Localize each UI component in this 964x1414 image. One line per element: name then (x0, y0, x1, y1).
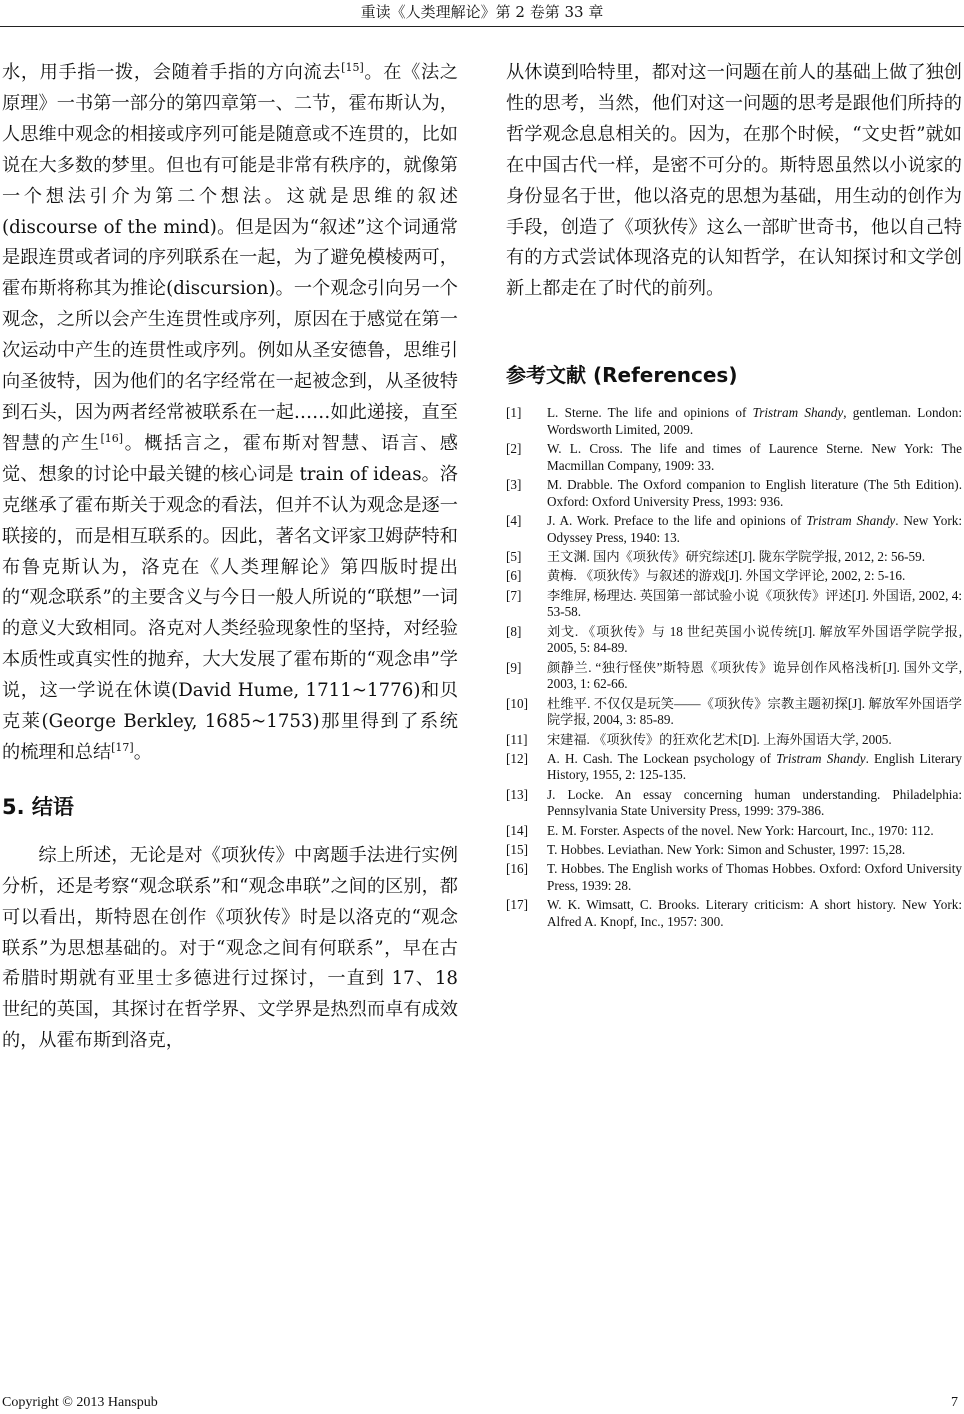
reference-title-italic: Tristram Shandy (752, 405, 844, 421)
left-column (2, 58, 458, 1057)
reference-text (547, 477, 962, 511)
para1-text-4: 。 (133, 741, 152, 763)
reference-text-main: 李维屏, 杨理达. 英国第一部试验小说《项狄传》评述[J]. 外国语, 2002, 4: 53-58. (547, 587, 962, 620)
reference-text-tail: , gentleman. London: Wordsworth Limited, 2009. (547, 405, 962, 438)
header-rule (0, 26, 964, 27)
citation-16: [16] (100, 431, 124, 445)
reference-number: [4] (506, 513, 522, 529)
reference-text-main: 黄梅. 《项狄传》与叙述的游戏[J]. 外国文学评论, 2002, 2: 5-16. (547, 568, 906, 584)
reference-text-main: 宋建福. 《项狄传》的狂欢化艺术[D]. 上海外国语大学, 2005. (547, 731, 892, 747)
reference-item (506, 568, 962, 585)
para1-text-2: 。在《法之原理》一书第一部分的第四章第一、二节，霍布斯认为，人思维中观念的相接或序列可能是随意或不连贯的，比如说在大多数的梦里。但也有可能是非常有秩序的，就像第一个想法引介为第二个想法。这就是思维的叙述(discourse of the mind)。但是因为“叙述”这个词通常是跟连贯或者词的序列联系在一起，为了避免模棱两可，霍布斯将称其为推论(discursion)。一个观念引向另一个观念，之所以会产生连贯性或序列，原因在于感觉在第一次运动中产生的连贯性或序列。例如从圣安德鲁，思维引向圣彼特，因为他们的名字经常在一起被念到，从圣彼特到石头，因为两者经常被联系在一起……如此递接，直至智慧的产生 (2, 62, 458, 454)
reference-text (547, 568, 962, 585)
reference-number: [13] (506, 786, 528, 802)
reference-text-main: 王文渊. 国内《项狄传》研究综述[J]. 陇东学院学报, 2012, 2: 56-59. (547, 549, 926, 565)
reference-text-main: L. Sterne. The life and opinions of (547, 405, 753, 421)
reference-text (547, 823, 962, 840)
reference-text-tail: . English Literary History, 1955, 2: 125-135. (547, 750, 963, 783)
reference-text (547, 513, 962, 547)
reference-item (506, 660, 962, 694)
reference-number: [12] (506, 750, 528, 766)
reference-number: [14] (506, 822, 528, 838)
reference-number: [16] (506, 861, 528, 877)
reference-number: [7] (506, 587, 522, 603)
reference-number: [6] (506, 568, 522, 584)
reference-number: [11] (506, 731, 528, 747)
reference-text-main: 颜静兰. “独行怪侠”斯特恩《项狄传》诡异创作风格浅析[J]. 国外文学, 2003, 1: 62-66. (547, 659, 962, 692)
reference-text (547, 588, 962, 622)
reference-item (506, 696, 962, 730)
reference-item (506, 897, 962, 931)
para1-text-1: 水，用手指一拨，会随着手指的方向流去 (2, 62, 342, 83)
footer-copyright: Copyright © 2013 Hanspub (2, 1395, 158, 1410)
reference-number: [17] (506, 897, 528, 913)
reference-text-main: T. Hobbes. Leviathan. New York: Simon and Schuster, 1997: 15,28. (547, 841, 906, 857)
reference-item (506, 588, 962, 622)
reference-text (547, 660, 962, 694)
reference-text-main: J. A. Work. Preface to the life and opinions of (547, 513, 807, 529)
citation-15: [15] (341, 60, 364, 74)
references-heading: 参考文献 (References) (506, 363, 738, 388)
reference-item (506, 624, 962, 658)
reference-number: [1] (506, 405, 522, 421)
footer-page-number: 7 (951, 1395, 958, 1410)
reference-text (547, 842, 962, 859)
reference-text (547, 441, 962, 475)
citation-17: [17] (111, 740, 134, 754)
reference-item (506, 441, 962, 475)
reference-number: [10] (506, 695, 528, 711)
right-column (506, 58, 962, 933)
reference-number: [8] (506, 623, 522, 639)
running-header: 重读《人类理解论》第 2 卷第 33 章 (360, 3, 604, 21)
reference-title-italic: Tristram Shandy (776, 750, 866, 766)
reference-text-main: W. K. Wimsatt, C. Brooks. Literary criticism: A short history. New York: Alfred A. Knopf, Inc., 1957: 300. (547, 897, 962, 929)
section-heading-conclusion: 5. 结语 (2, 794, 74, 819)
para1-text-3: 。概括言之，霍布斯对智慧、语言、感觉、想象的讨论中最关键的核心词是 train of ideas。洛克继承了霍布斯关于观念的看法，但并不认为观念是逐一联接的，而是相互联系的。因此，著名文评家卫姆萨特和布鲁克斯认为，洛克在《人类理解论》第四版时提出的“观念联系”的主要含义与今日一般人所说的“联想”一词的意义大致相同。洛克对人类经验现象性的坚持，对经验本质性或真实性的抛弃，大大发展了霍布斯的“观念串”学说，这一学说在休谟(David Hume, 1711~1776)和贝克莱(George Berkley, 1685~1753)那里得到了系统的梳理和总结 (2, 432, 458, 763)
reference-item (506, 751, 962, 785)
reference-text-main: 杜维平. 不仅仅是玩笑——《项狄传》宗教主题初探[J]. 解放军外国语学院学报, 2004, 3: 85-89. (547, 695, 962, 728)
reference-text (547, 405, 962, 439)
reference-text (547, 624, 962, 658)
reference-item (506, 732, 962, 749)
reference-item (506, 549, 962, 566)
reference-text-main: A. H. Cash. The Lockean psychology of (547, 750, 777, 766)
reference-title-italic: Tristram Shandy (806, 513, 896, 529)
body-paragraph-3: 从休谟到哈特里，都对这一问题在前人的基础上做了独创性的思考，当然，他们对这一问题的思考是跟他们所持的哲学观念息息相关的。因为，在那个时候，“文史哲”就如在中国古代一样，是密不可分的。斯特恩虽然以小说家的身份显名于世，他以洛克的思想为基础，用生动的创作为手段，创造了《项狄传》这么一部旷世奇书，他以自己特有的方式尝试体现洛克的认知哲学，在认知探讨和文学创新上都走在了时代的前列。 (506, 62, 962, 300)
reference-text-main: 刘戈. 《项狄传》与 18 世纪英国小说传统[J]. 解放军外国语学院学报, 2005, 5: 84-89. (547, 623, 962, 656)
reference-item (506, 477, 962, 511)
reference-text (547, 897, 962, 931)
reference-text (547, 751, 962, 785)
reference-number: [15] (506, 841, 528, 857)
reference-text-tail: . New York: Odyssey Press, 1940: 13. (547, 513, 962, 545)
reference-text-main: J. Locke. An essay concerning human understanding. Philadelphia: Pennsylvania State University Press, 1999: 379-386. (547, 786, 962, 819)
reference-item (506, 405, 962, 439)
reference-text (547, 549, 962, 566)
reference-text (547, 787, 962, 821)
reference-item (506, 823, 962, 840)
reference-text (547, 696, 962, 730)
reference-text (547, 732, 962, 749)
reference-item (506, 861, 962, 895)
reference-number: [9] (506, 659, 522, 675)
reference-item (506, 513, 962, 547)
reference-text-main: W. L. Cross. The life and times of Laurence Sterne. New York: The Macmillan Company, 1909: 33. (547, 441, 962, 474)
reference-text-main: E. M. Forster. Aspects of the novel. New York: Harcourt, Inc., 1970: 112. (547, 822, 934, 838)
reference-text-main: T. Hobbes. The English works of Thomas Hobbes. Oxford: Oxford University Press, 1939: 28. (547, 861, 962, 893)
body-paragraph-2: 综上所述，无论是对《项狄传》中离题手法进行实例分析，还是考察“观念联系”和“观念串联”之间的区别，都可以看出，斯特恩在创作《项狄传》时是以洛克的“观念联系”为思想基础的。对于“观念之间有何联系”，早在古希腊时期就有亚里士多德进行过探讨，一直到 17、18 世纪的英国，其探讨在哲学界、文学界是热烈而卓有成效的，从霍布斯到洛克， (2, 844, 458, 1052)
reference-text-main: M. Drabble. The Oxford companion to English literature (The 5th Edition). Oxford: Oxford University Press, 1993: 936. (547, 477, 962, 510)
reference-item (506, 842, 962, 859)
reference-item (506, 787, 962, 821)
body-paragraph-1 (2, 58, 458, 769)
reference-number: [2] (506, 441, 522, 457)
reference-number: [5] (506, 549, 522, 565)
reference-number: [3] (506, 477, 522, 493)
reference-text (547, 861, 962, 895)
reference-list (506, 405, 962, 930)
